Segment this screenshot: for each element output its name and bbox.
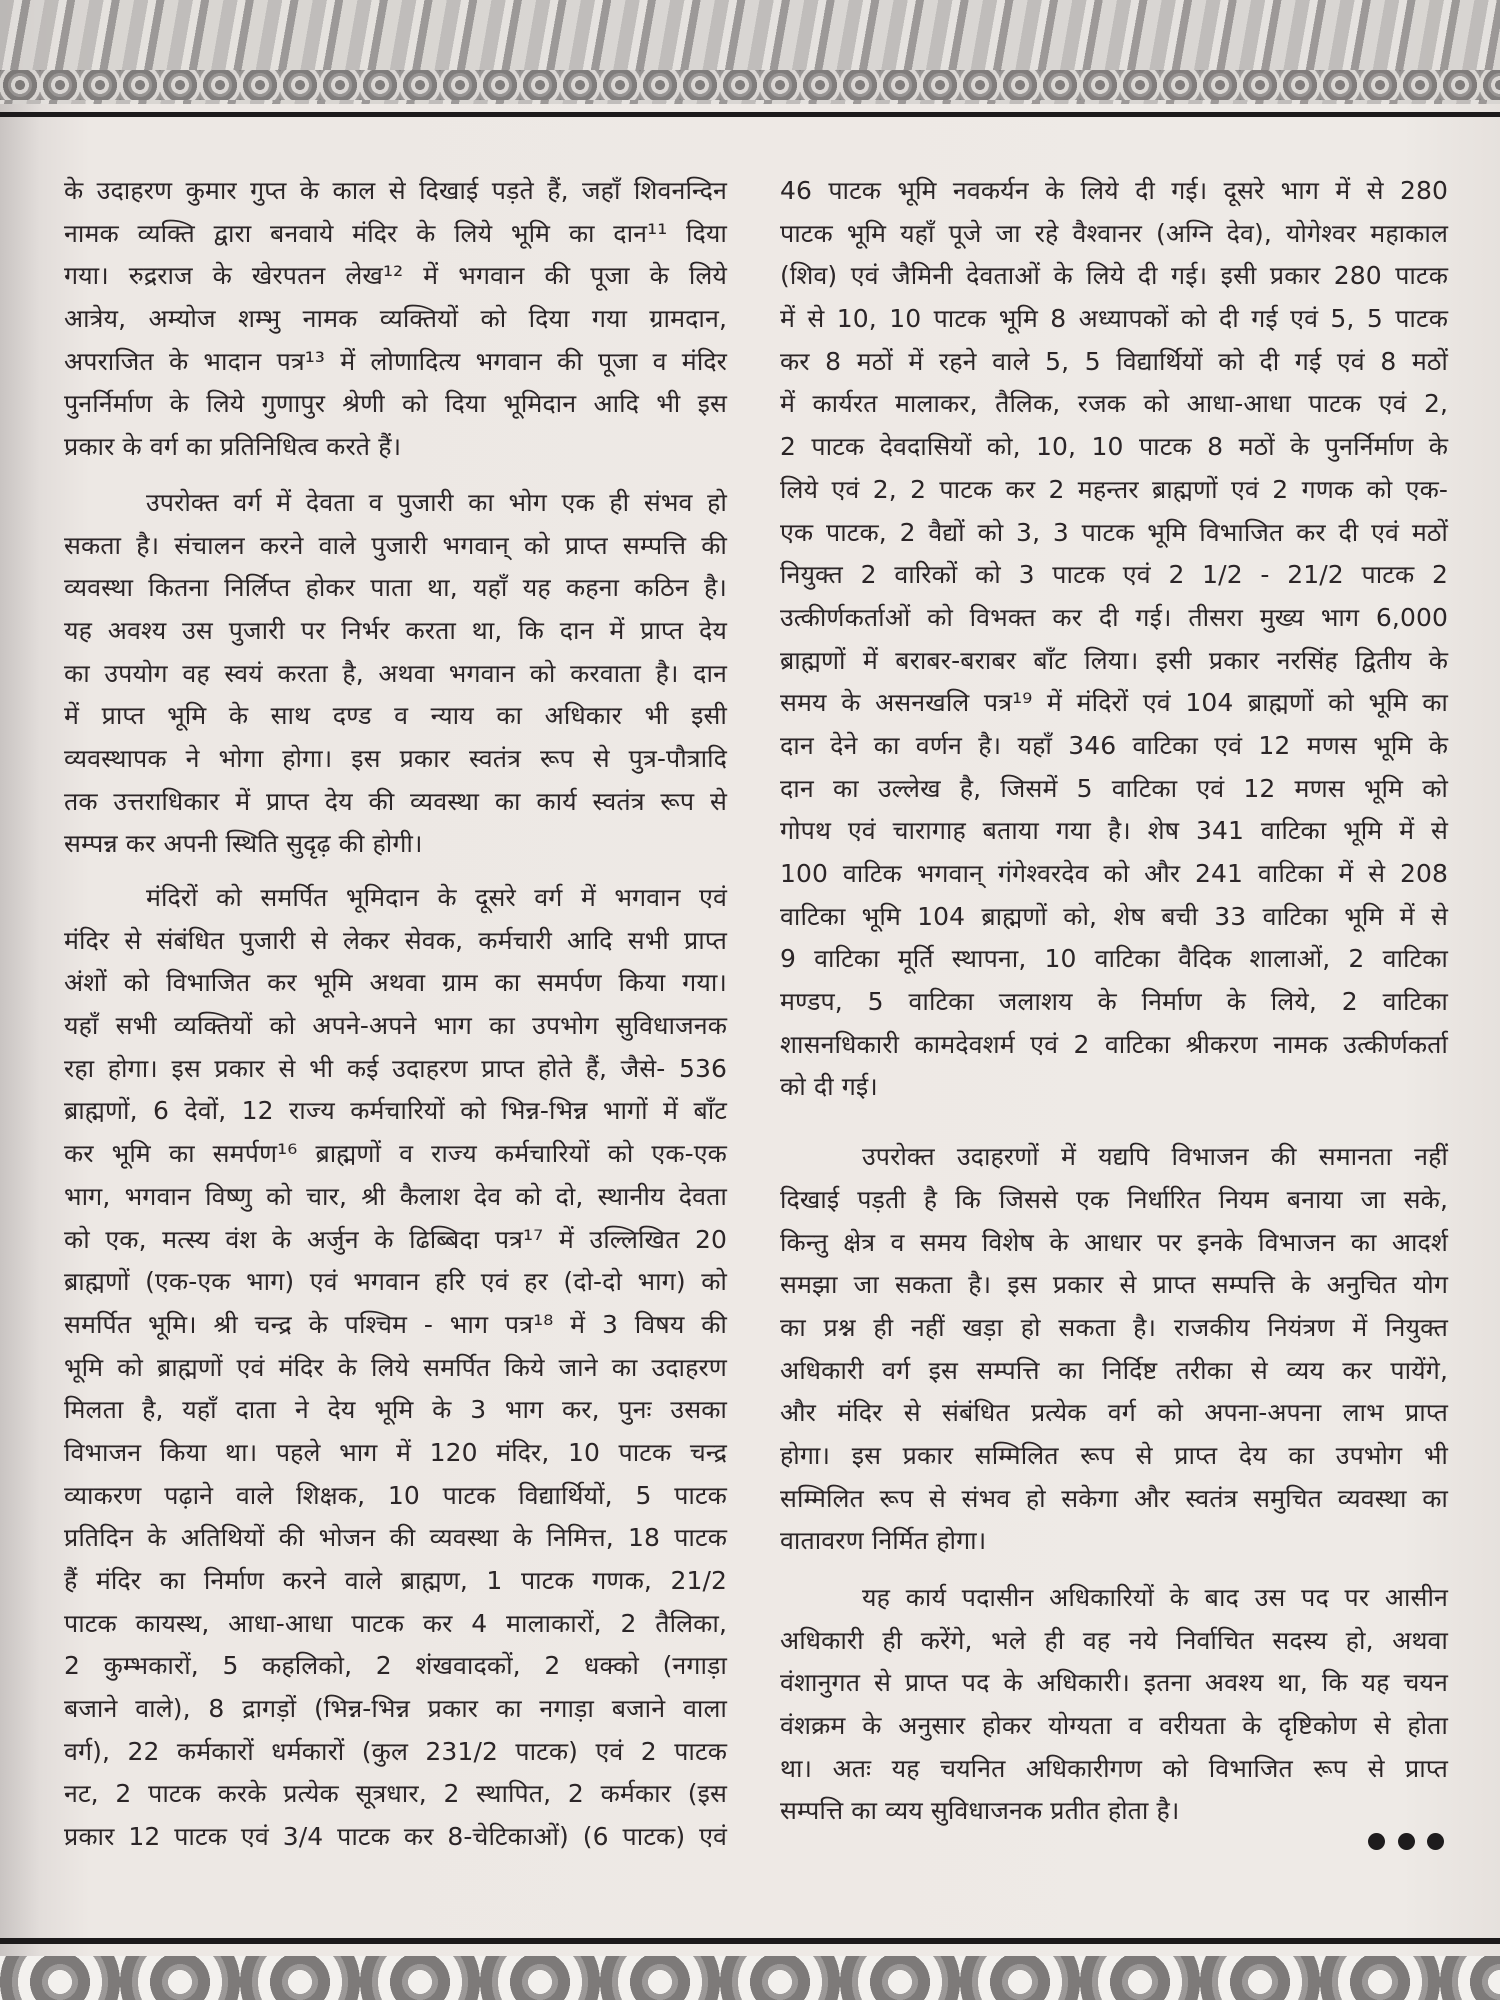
text-line: अधिकारी वर्ग इस सम्पत्ति का निर्दिष्ट तरीका से व्यय कर पायेंगे, bbox=[780, 1355, 1448, 1385]
text-line: एक पाटक, 2 वैद्यों को 3, 3 पाटक भूमि विभाजित कर दी एवं मठों bbox=[780, 517, 1448, 547]
left-text-column bbox=[64, 170, 727, 1859]
paragraph bbox=[780, 170, 1448, 1109]
text-line: प्रकार 12 पाटक एवं 3/4 पाटक कर 8-चेटिकाओं) (6 पाटक) एवं bbox=[64, 1822, 727, 1852]
text-line: व्यवस्था कितना निर्लिप्त होकर पाता था, यहाँ यह कहना कठिन है। bbox=[64, 573, 727, 603]
text-line: किन्तु क्षेत्र व समय विशेष के आधार पर इनके विभाजन का आदर्श bbox=[780, 1227, 1448, 1257]
text-line: वाटिका भूमि 104 ब्राह्मणों को, शेष बची 33 वाटिका भूमि में से bbox=[780, 901, 1448, 931]
text-line: सम्पत्ति का व्यय सुविधाजनक प्रतीत होता है। bbox=[780, 1796, 1180, 1826]
text-line: ब्राह्मणों में बराबर-बराबर बाँट लिया। इसी प्रकार नरसिंह द्वितीय के bbox=[780, 645, 1448, 675]
decorative-header-border bbox=[0, 0, 1500, 104]
paragraph bbox=[64, 877, 727, 1859]
text-line: वातावरण निर्मित होगा। bbox=[780, 1526, 987, 1556]
text-line: 46 पाटक भूमि नवकर्यन के लिये दी गई। दूसरे भाग में से 280 bbox=[780, 176, 1448, 205]
text-line: नामक व्यक्ति द्वारा बनवाये मंदिर के लिये भूमि का दान¹¹ दिया bbox=[64, 218, 727, 248]
text-line: वर्ग), 22 कर्मकारों धर्मकारों (कुल 231/2 पाटक) एवं 2 पाटक bbox=[64, 1736, 727, 1766]
text-line: बजाने वाले), 8 द्रागड़ों (भिन्न-भिन्न प्रकार का नगाड़ा बजाने वाला bbox=[64, 1694, 727, 1724]
text-line: मिलता है, यहाँ दाता ने देय भूमि के 3 भाग कर, पुनः उसका bbox=[64, 1395, 727, 1425]
decorative-pattern-row bbox=[0, 70, 1500, 100]
text-line: दान देने का वर्णन है। यहाँ 346 वाटिका एवं 12 मणस भूमि के bbox=[780, 730, 1448, 760]
text-line: उत्कीर्णकर्ताओं को विभक्त कर दी गई। तीसरा मुख्य भाग 6,000 bbox=[780, 602, 1448, 632]
text-line: 9 वाटिका मूर्ति स्थापना, 10 वाटिका वैदिक शालाओं, 2 वाटिका bbox=[780, 944, 1448, 974]
text-line: पाटक कायस्थ, आधा-आधा पाटक कर 4 मालाकारों, 2 तैलिका, bbox=[64, 1608, 727, 1638]
text-line: कर भूमि का समर्पण¹⁶ ब्राह्मणों व राज्य कर्मचारियों को एक-एक bbox=[64, 1139, 727, 1169]
text-line: दिखाई पड़ती है कि जिससे एक निर्धारित नियम बनाया जा सके, bbox=[780, 1184, 1448, 1214]
three-dots-icon bbox=[1368, 1826, 1444, 1856]
text-line: सम्पन्न कर अपनी स्थिति सुदृढ़ की होगी। bbox=[64, 829, 423, 859]
text-line: और मंदिर से संबंधित प्रत्येक वर्ग को अपना-अपना लाभ प्राप्त bbox=[780, 1398, 1448, 1428]
text-line: लिये एवं 2, 2 पाटक कर 2 महन्तर ब्राह्मणों एवं 2 गणक को एक- bbox=[780, 474, 1448, 504]
text-line: अपराजित के भादान पत्र¹³ में लोणादित्य भगवान की पूजा व मंदिर bbox=[64, 346, 727, 376]
text-line: मंदिरों को समर्पित भूमिदान के दूसरे वर्ग में भगवान एवं bbox=[146, 883, 727, 912]
paragraph bbox=[64, 170, 727, 469]
text-line: गया। रुद्रराज के खेरपतन लेख¹² में भगवान की पूजा के लिये bbox=[64, 261, 727, 291]
text-line: में कार्यरत मालाकर, तैलिक, रजक को आधा-आधा पाटक एवं 2, bbox=[780, 389, 1448, 419]
text-line: का उपयोग वह स्वयं करता है, अथवा भगवान को करवाता है। दान bbox=[64, 658, 727, 688]
text-line: को दी गई। bbox=[780, 1072, 878, 1102]
text-line: प्रतिदिन के अतिथियों की भोजन की व्यवस्था के निमित्त, 18 पाटक bbox=[64, 1523, 727, 1553]
text-line: प्रकार के वर्ग का प्रतिनिधित्व करते हैं। bbox=[64, 432, 402, 462]
text-line: मण्डप, 5 वाटिका जलाशय के निर्माण के लिये, 2 वाटिका bbox=[780, 987, 1448, 1017]
text-line: सम्मिलित रूप से संभव हो सकेगा और स्वतंत्र समुचित व्यवस्था का bbox=[780, 1483, 1448, 1513]
text-line: उपरोक्त वर्ग में देवता व पुजारी का भोग एक ही संभव हो bbox=[146, 487, 727, 517]
text-line: ब्राह्मणों, 6 देवों, 12 राज्य कर्मचारियों को भिन्न-भिन्न भागों में बाँट bbox=[64, 1096, 727, 1126]
text-line: यह अवश्य उस पुजारी पर निर्भर करता था, कि दान में प्राप्त देय bbox=[64, 615, 727, 645]
paragraph bbox=[780, 1136, 1448, 1563]
text-line: दान का उल्लेख है, जिसमें 5 वाटिका एवं 12 मणस भूमि को bbox=[780, 773, 1448, 803]
right-text-column bbox=[780, 170, 1448, 1833]
text-line: पुनर्निर्माण के लिये गुणापुर श्रेणी को दिया भूमिदान आदि भी इस bbox=[64, 389, 727, 419]
text-line: 2 पाटक देवदासियों को, 10, 10 पाटक 8 मठों के पुनर्निर्माण के bbox=[780, 432, 1448, 462]
text-line: अधिकारी ही करेंगे, भले ही वह नये निर्वाचित सदस्य हो, अथवा bbox=[780, 1625, 1448, 1655]
text-line: भूमि को ब्राह्मणों एवं मंदिर के लिये समर्पित किये जाने का उदाहरण bbox=[64, 1352, 727, 1382]
text-line: होगा। इस प्रकार सम्मिलित रूप से प्राप्त देय का उपभोग भी bbox=[780, 1440, 1448, 1470]
text-line: भाग, भगवान विष्णु को चार, श्री कैलाश देव को दो, स्थानीय देवता bbox=[64, 1181, 727, 1211]
text-line: तक उत्तराधिकार में प्राप्त देय की व्यवस्था का कार्य स्वतंत्र रूप से bbox=[64, 786, 727, 816]
text-line: समझा जा सकता है। इस प्रकार से प्राप्त सम्पत्ति के अनुचित योग bbox=[780, 1270, 1448, 1300]
text-line: को एक, मत्स्य वंश के अर्जुन के ढिब्बिदा पत्र¹⁷ में उल्लिखित 20 bbox=[64, 1224, 727, 1254]
text-line: समय के असनखलि पत्र¹⁹ में मंदिरों एवं 104 ब्राह्मणों को भूमि का bbox=[780, 688, 1448, 718]
paragraph bbox=[780, 1577, 1448, 1833]
text-line: नियुक्त 2 वारिकों को 3 पाटक एवं 2 1/2 - 21/2 पाटक 2 bbox=[780, 560, 1448, 590]
text-line: 2 कुम्भकारों, 5 कहलिको, 2 शंखवादकों, 2 धक्को (नगाड़ा bbox=[64, 1651, 727, 1681]
text-line: वंशक्रम के अनुसार होकर योग्यता व वरीयता के दृष्टिकोण से होता bbox=[780, 1711, 1448, 1741]
text-line: का प्रश्न ही नहीं खड़ा हो सकता है। राजकीय नियंत्रण में नियुक्त bbox=[780, 1312, 1448, 1342]
text-line: यहाँ सभी व्यक्तियों को अपने-अपने भाग का उपभोग सुविधाजनक bbox=[64, 1011, 727, 1041]
text-line: ब्राह्मणों (एक-एक भाग) एवं भगवान हरि एवं हर (दो-दो भाग) को bbox=[64, 1267, 727, 1297]
text-line: रहा होगा। इस प्रकार से भी कई उदाहरण प्राप्त होते हैं, जैसे- 536 bbox=[64, 1053, 727, 1083]
text-line: मंदिर से संबंधित पुजारी से लेकर सेवक, कर्मचारी आदि सभी प्राप्त bbox=[64, 925, 727, 955]
text-line: समर्पित भूमि। श्री चन्द्र के पश्चिम - भाग पत्र¹⁸ में 3 विषय की bbox=[64, 1309, 727, 1339]
text-line: आत्रेय, अम्योज शम्भु नामक व्यक्तियों को दिया गया ग्रामदान, bbox=[64, 304, 727, 334]
header-rule bbox=[0, 112, 1500, 117]
text-line: सकता है। संचालन करने वाले पुजारी भगवान् को प्राप्त सम्पत्ति की bbox=[64, 530, 727, 560]
text-line: के उदाहरण कुमार गुप्त के काल से दिखाई पड़ते हैं, जहाँ शिवनन्दिन bbox=[64, 176, 727, 205]
paragraph bbox=[64, 482, 727, 866]
text-line: यह कार्य पदासीन अधिकारियों के बाद उस पद पर आसीन bbox=[862, 1583, 1448, 1612]
text-line: कर 8 मठों में रहने वाले 5, 5 विद्यार्थियों को दी गई एवं 8 मठों bbox=[780, 346, 1448, 376]
text-line: पाटक भूमि यहाँ पूजे जा रहे वैश्वानर (अग्नि देव), योगेश्वर महाकाल bbox=[780, 218, 1448, 248]
text-line: व्याकरण पढ़ाने वाले शिक्षक, 10 पाटक विद्यार्थियों, 5 पाटक bbox=[64, 1480, 727, 1510]
text-line: विभाजन किया था। पहले भाग में 120 मंदिर, 10 पाटक चन्द्र bbox=[64, 1437, 727, 1467]
text-line: हैं मंदिर का निर्माण करने वाले ब्राह्मण, 1 पाटक गणक, 21/2 bbox=[64, 1566, 727, 1595]
text-line: उपरोक्त उदाहरणों में यद्यपि विभाजन की समानता नहीं bbox=[862, 1142, 1448, 1172]
text-line: अंशों को विभाजित कर भूमि अथवा ग्राम का समर्पण किया गया। bbox=[64, 968, 727, 998]
text-line: वंशानुगत से प्राप्त पद के अधिकारी। इतना अवश्य था, कि यह चयन bbox=[780, 1668, 1448, 1698]
text-line: शासनधिकारी कामदेवशर्म एवं 2 वाटिका श्रीकरण नामक उत्कीर्णकर्ता bbox=[780, 1029, 1448, 1059]
text-line: व्यवस्थापक ने भोगा होगा। इस प्रकार स्वतंत्र रूप से पुत्र-पौत्रादि bbox=[64, 743, 727, 773]
text-line: 100 वाटिक भगवान् गंगेश्वरदेव को और 241 वाटिका में से 208 bbox=[780, 859, 1448, 888]
text-line: में से 10, 10 पाटक भूमि 8 अध्यापकों को दी गई एवं 5, 5 पाटक bbox=[780, 304, 1448, 334]
text-line: था। अतः यह चयनित अधिकारीगण को विभाजित रूप से प्राप्त bbox=[780, 1753, 1448, 1783]
text-line: (शिव) एवं जैमिनी देवताओं के लिये दी गई। इसी प्रकार 280 पाटक bbox=[780, 261, 1448, 291]
footer-rule bbox=[0, 1938, 1500, 1944]
text-line: नट, 2 पाटक करके प्रत्येक सूत्रधार, 2 स्थापित, 2 कर्मकार (इस bbox=[64, 1779, 727, 1809]
text-line: गोपथ एवं चारागाह बताया गया है। शेष 341 वाटिका भूमि में से bbox=[780, 816, 1448, 846]
text-line: में प्राप्त भूमि के साथ दण्ड व न्याय का अधिकार भी इसी bbox=[64, 701, 727, 731]
decorative-footer-border bbox=[0, 1956, 1500, 2000]
